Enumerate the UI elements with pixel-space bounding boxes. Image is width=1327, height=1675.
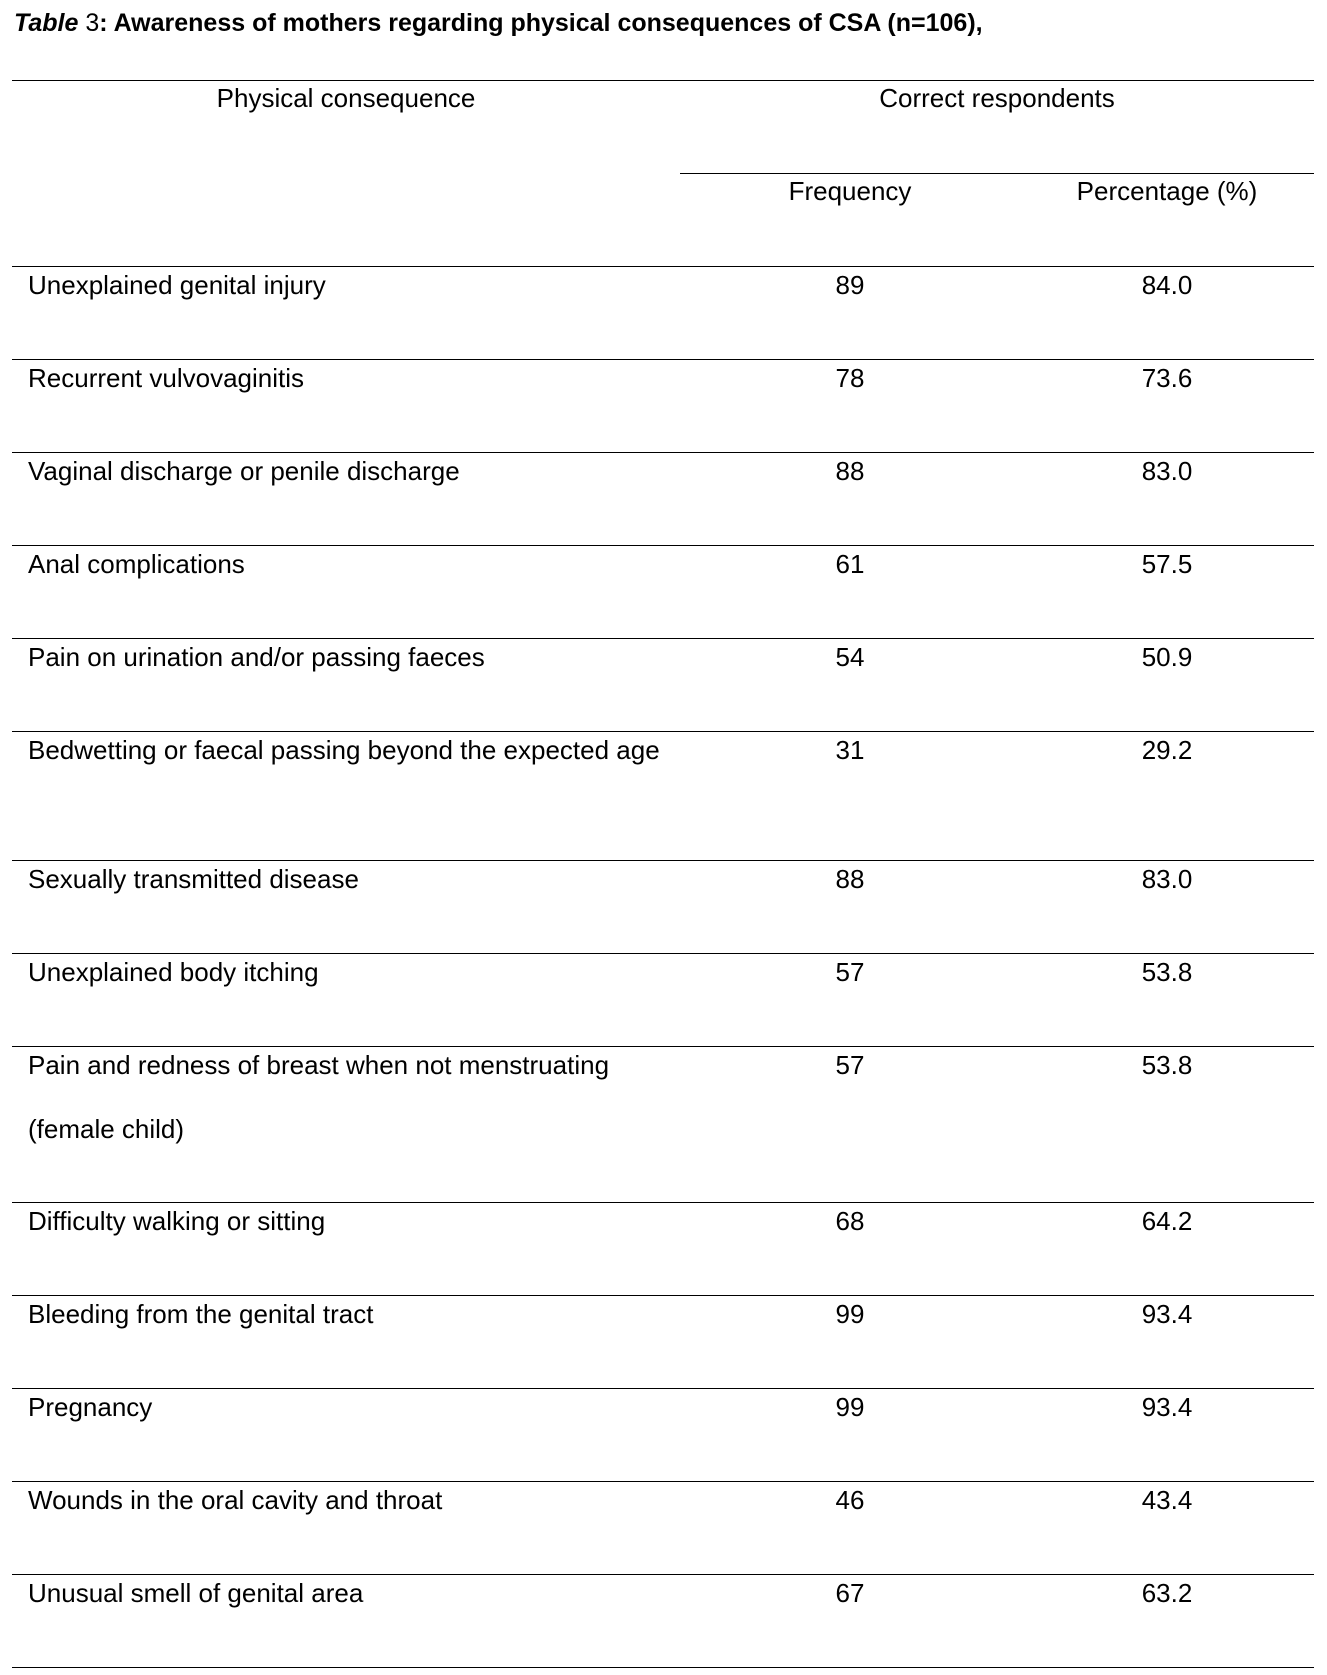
row-percentage: 53.8 <box>1141 1050 1193 1080</box>
row-percentage: 50.9 <box>1141 642 1193 672</box>
row-frequency: 88 <box>835 864 865 894</box>
row-consequence: Bedwetting or faecal passing beyond the expected age <box>28 735 660 765</box>
row-rule <box>12 1388 1314 1389</box>
row-frequency: 57 <box>835 957 865 987</box>
row-consequence: Bleeding from the genital tract <box>28 1299 374 1329</box>
row-rule <box>12 1202 1314 1203</box>
row-percentage: 93.4 <box>1141 1299 1193 1329</box>
row-consequence: Unusual smell of genital area <box>28 1578 364 1608</box>
row-percentage: 83.0 <box>1141 456 1193 486</box>
row-percentage: 29.2 <box>1141 735 1193 765</box>
caption-text: : Awareness of mothers regarding physical consequences of CSA (n=106), <box>99 9 983 37</box>
row-percentage: 93.4 <box>1141 1392 1193 1422</box>
row-percentage: 53.8 <box>1141 957 1193 987</box>
row-consequence: Unexplained genital injury <box>28 270 326 300</box>
table-bottom-rule <box>12 1667 1314 1668</box>
row-frequency: 99 <box>835 1299 865 1329</box>
row-percentage: 43.4 <box>1141 1485 1193 1515</box>
row-rule <box>12 266 1314 267</box>
row-frequency: 89 <box>835 270 865 300</box>
group-header-rule <box>680 173 1314 174</box>
row-rule <box>12 1295 1314 1296</box>
row-consequence: Difficulty walking or sitting <box>28 1206 326 1236</box>
row-rule <box>12 452 1314 453</box>
row-consequence: Sexually transmitted disease <box>28 864 359 894</box>
row-frequency: 68 <box>835 1206 865 1236</box>
row-percentage: 83.0 <box>1141 864 1193 894</box>
row-percentage: 63.2 <box>1141 1578 1193 1608</box>
header-frequency: Frequency <box>788 176 912 206</box>
row-frequency: 67 <box>835 1578 865 1608</box>
row-consequence: Anal complications <box>28 549 245 579</box>
row-rule <box>12 1481 1314 1482</box>
row-consequence: Recurrent vulvovaginitis <box>28 363 305 393</box>
header-correct-respondents: Correct respondents <box>879 83 1115 113</box>
row-frequency: 57 <box>835 1050 865 1080</box>
row-percentage: 57.5 <box>1141 549 1193 579</box>
row-frequency: 61 <box>835 549 865 579</box>
caption-label: Table <box>14 9 79 37</box>
row-frequency: 78 <box>835 363 865 393</box>
header-percentage: Percentage (%) <box>1076 176 1258 206</box>
caption-number: 3 <box>78 9 100 37</box>
header-physical-consequence: Physical consequence <box>216 83 476 113</box>
table-top-rule <box>12 80 1314 81</box>
row-percentage: 84.0 <box>1141 270 1193 300</box>
row-rule <box>12 359 1314 360</box>
row-frequency: 54 <box>835 642 865 672</box>
row-consequence: Wounds in the oral cavity and throat <box>28 1485 443 1515</box>
row-frequency: 31 <box>835 735 865 765</box>
row-frequency: 99 <box>835 1392 865 1422</box>
row-rule <box>12 860 1314 861</box>
row-frequency: 88 <box>835 456 865 486</box>
table-caption <box>14 8 983 38</box>
row-consequence: Unexplained body itching <box>28 957 319 987</box>
row-frequency: 46 <box>835 1485 865 1515</box>
row-percentage: 73.6 <box>1141 363 1193 393</box>
row-rule <box>12 1574 1314 1575</box>
row-consequence: Vaginal discharge or penile discharge <box>28 456 460 486</box>
row-consequence: Pain and redness of breast when not menstruating (female child) <box>28 1050 610 1144</box>
row-consequence: Pregnancy <box>28 1392 153 1422</box>
row-percentage: 64.2 <box>1141 1206 1193 1236</box>
row-rule <box>12 638 1314 639</box>
row-rule <box>12 953 1314 954</box>
row-rule <box>12 545 1314 546</box>
row-consequence: Pain on urination and/or passing faeces <box>28 642 485 672</box>
